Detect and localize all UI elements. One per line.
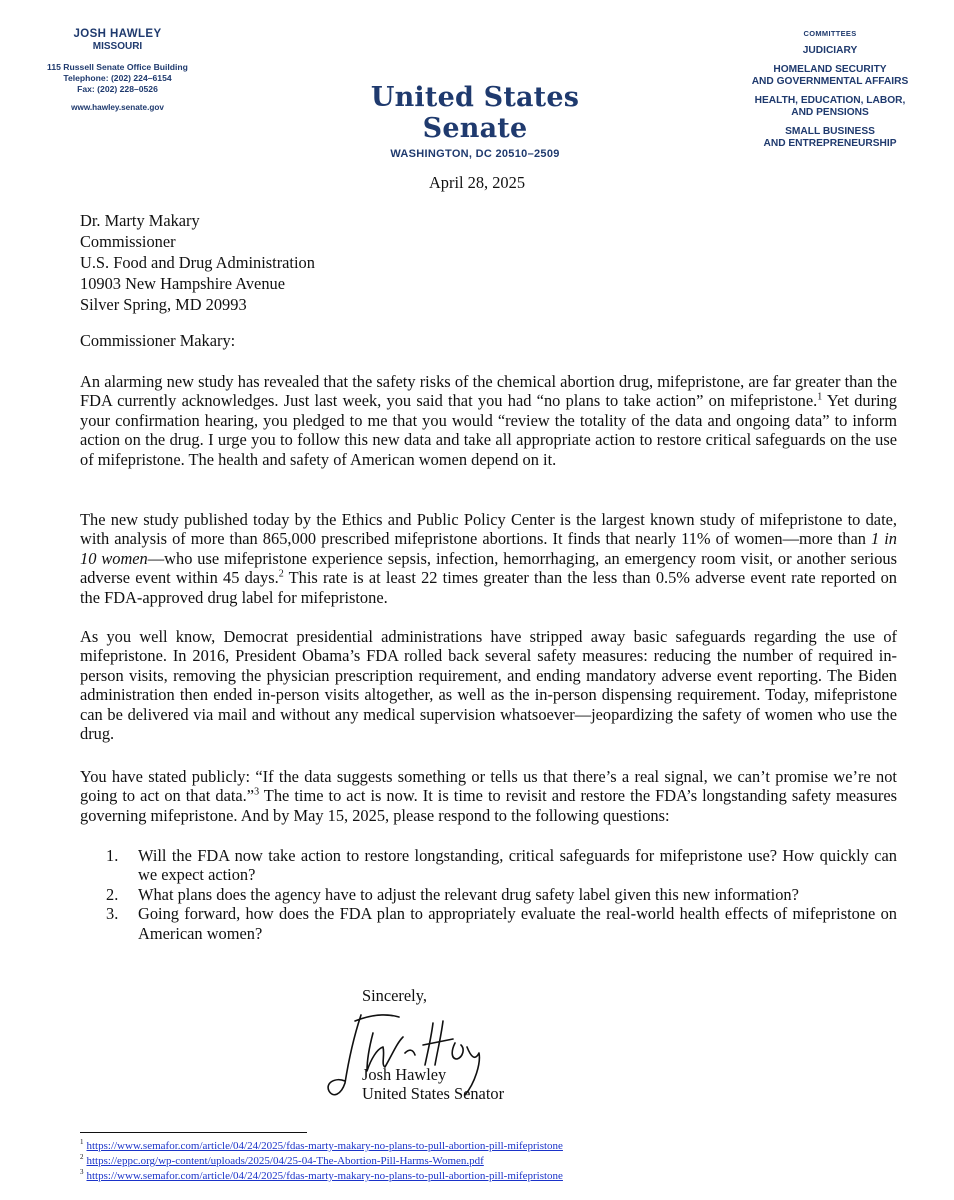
salutation: Commissioner Makary:	[80, 331, 236, 350]
paragraph-text: The new study published today by the Ethics and Public Policy Center is the largest known study of mifepristone to date, with analysis of more than 865,000 prescribed mifepristone abortions. It finds that nearly 11% of women—more than	[80, 510, 897, 549]
signer-title: United States Senator	[362, 1084, 505, 1103]
paragraph-3: As you well know, Democrat presidential administrations have stripped away basic safeguards regarding the use of mifepristone. In 2016, President Obama’s FDA rolled back several safety measures: reducing the number of required in-person visits, removing the physician prescription requirement, and ending mandatory adverse event reporting. The Biden administration then ended in-person visits altogether, as well as the in-person dispensing requirement. Today, mifepristone can be delivered via mail and without any medical supervision whatsoever—jeopardizing the safety of women who use the drug.	[80, 627, 897, 744]
footnote-divider	[80, 1132, 307, 1133]
recipient-line: Commissioner	[80, 232, 176, 251]
committee-item: JUDICIARY	[802, 45, 858, 56]
footnote-ref: 3	[254, 786, 260, 798]
senator-website: www.hawley.senate.gov	[71, 103, 164, 112]
footnote-number: 2	[80, 1153, 84, 1162]
question-item	[106, 885, 897, 904]
footnote-link[interactable]: https://www.semafor.com/article/04/24/2025/fdas-marty-makary-no-plans-to-pull-abortion-pill-mifepristone	[86, 1140, 563, 1152]
signer-name: Josh Hawley	[362, 1065, 447, 1084]
paragraph-text: —who use mifepristone experience sepsis, infection, hemorrhaging, an emergency room visit, or another serious adverse event within 45 days.	[80, 548, 897, 588]
valediction: Sincerely,	[362, 986, 427, 1005]
footnote-link[interactable]: https://www.semafor.com/article/04/24/2025/fdas-marty-makary-no-plans-to-pull-abortion-pill-mifepristone	[86, 1170, 563, 1182]
letter-date: April 28, 2025	[428, 173, 526, 192]
paragraph-text: This rate is at least 22 times greater than the less than 0.5% adverse event rate reported on the FDA-approved drug label for mifepristone.	[80, 568, 898, 607]
questions-list	[106, 846, 897, 943]
question-number: 2.	[106, 884, 119, 904]
recipient-address	[80, 210, 315, 315]
senate-title: United States Senate	[370, 82, 580, 144]
emphasis-text: 1 in 10 women	[80, 529, 898, 568]
question-number: 1.	[106, 846, 119, 865]
footnote-number: 1	[80, 1138, 84, 1147]
office-telephone: Telephone: (202) 224–6154	[63, 73, 172, 83]
footnote-item	[80, 1139, 563, 1154]
footnote-item	[80, 1154, 563, 1169]
committee-item: SMALL BUSINESS AND ENTREPRENEURSHIP	[763, 126, 897, 149]
letterhead-title-block	[320, 82, 630, 160]
footnote-ref: 1	[817, 391, 823, 403]
committees-block	[725, 28, 935, 157]
paragraph-4	[80, 767, 897, 825]
paragraph-1	[80, 372, 897, 469]
recipient-line: 10903 New Hampshire Avenue	[80, 274, 285, 293]
footnotes	[80, 1139, 563, 1184]
office-fax: Fax: (202) 228–0526	[77, 84, 158, 94]
senate-city: WASHINGTON, DC 20510–2509	[390, 148, 560, 160]
office-address: 115 Russell Senate Office Building	[47, 62, 188, 72]
footnote-link[interactable]: https://eppc.org/wp-content/uploads/2025/04/25-04-The-Abortion-Pill-Harms-Women.pdf	[86, 1155, 484, 1167]
committee-item: HOMELAND SECURITY AND GOVERNMENTAL AFFAIRS	[751, 64, 909, 87]
footnote-number: 3	[80, 1168, 84, 1177]
signer-block	[362, 1065, 504, 1103]
question-text: What plans does the agency have to adjust the relevant drug safety label given this new information?	[138, 884, 799, 904]
committees-label: COMMITTEES	[803, 29, 857, 38]
senator-contact-block	[30, 28, 205, 112]
paragraph-text: Yet during your confirmation hearing, you pledged to me that you would “review the totality of the data and ongoing data” to inform action on the drug. I urge you to follow this new data and take all appropriate action to restore critical safeguards on the use of mifepristone. The health and safety of American women depend on it.	[80, 391, 897, 469]
committee-item: HEALTH, EDUCATION, LABOR, AND PENSIONS	[754, 95, 906, 118]
senator-state: MISSOURI	[92, 41, 143, 52]
recipient-line: U.S. Food and Drug Administration	[80, 253, 315, 272]
senator-name: JOSH HAWLEY	[73, 28, 162, 40]
question-text: Will the FDA now take action to restore longstanding, critical safeguards for mifepristone use? How quickly can we expect action?	[138, 846, 897, 885]
paragraph-text: You have stated publicly: “If the data suggests something or tells us that there’s a real signal, we can’t promise we’re not going to act on that data.”	[80, 767, 897, 806]
question-item	[106, 846, 897, 885]
recipient-line: Silver Spring, MD 20993	[80, 295, 247, 314]
question-item	[106, 904, 897, 943]
recipient-line: Dr. Marty Makary	[80, 211, 200, 230]
footnote-item	[80, 1169, 563, 1184]
paragraph-text: The time to act is now. It is time to revisit and restore the FDA’s longstanding safety measures governing mifepristone. And by May 15, 2025, please respond to the following questions:	[80, 786, 898, 825]
paragraph-text: An alarming new study has revealed that the safety risks of the chemical abortion drug, mifepristone, are far greater than the FDA currently acknowledges. Just last week, you said that you had “no plans to take action” on mifepristone.	[80, 372, 897, 411]
footnote-ref: 2	[278, 568, 284, 580]
question-text: Going forward, how does the FDA plan to appropriately evaluate the real-world health effects of mifepristone on American women?	[138, 904, 897, 943]
question-number: 3.	[106, 904, 119, 924]
paragraph-2	[80, 510, 897, 607]
